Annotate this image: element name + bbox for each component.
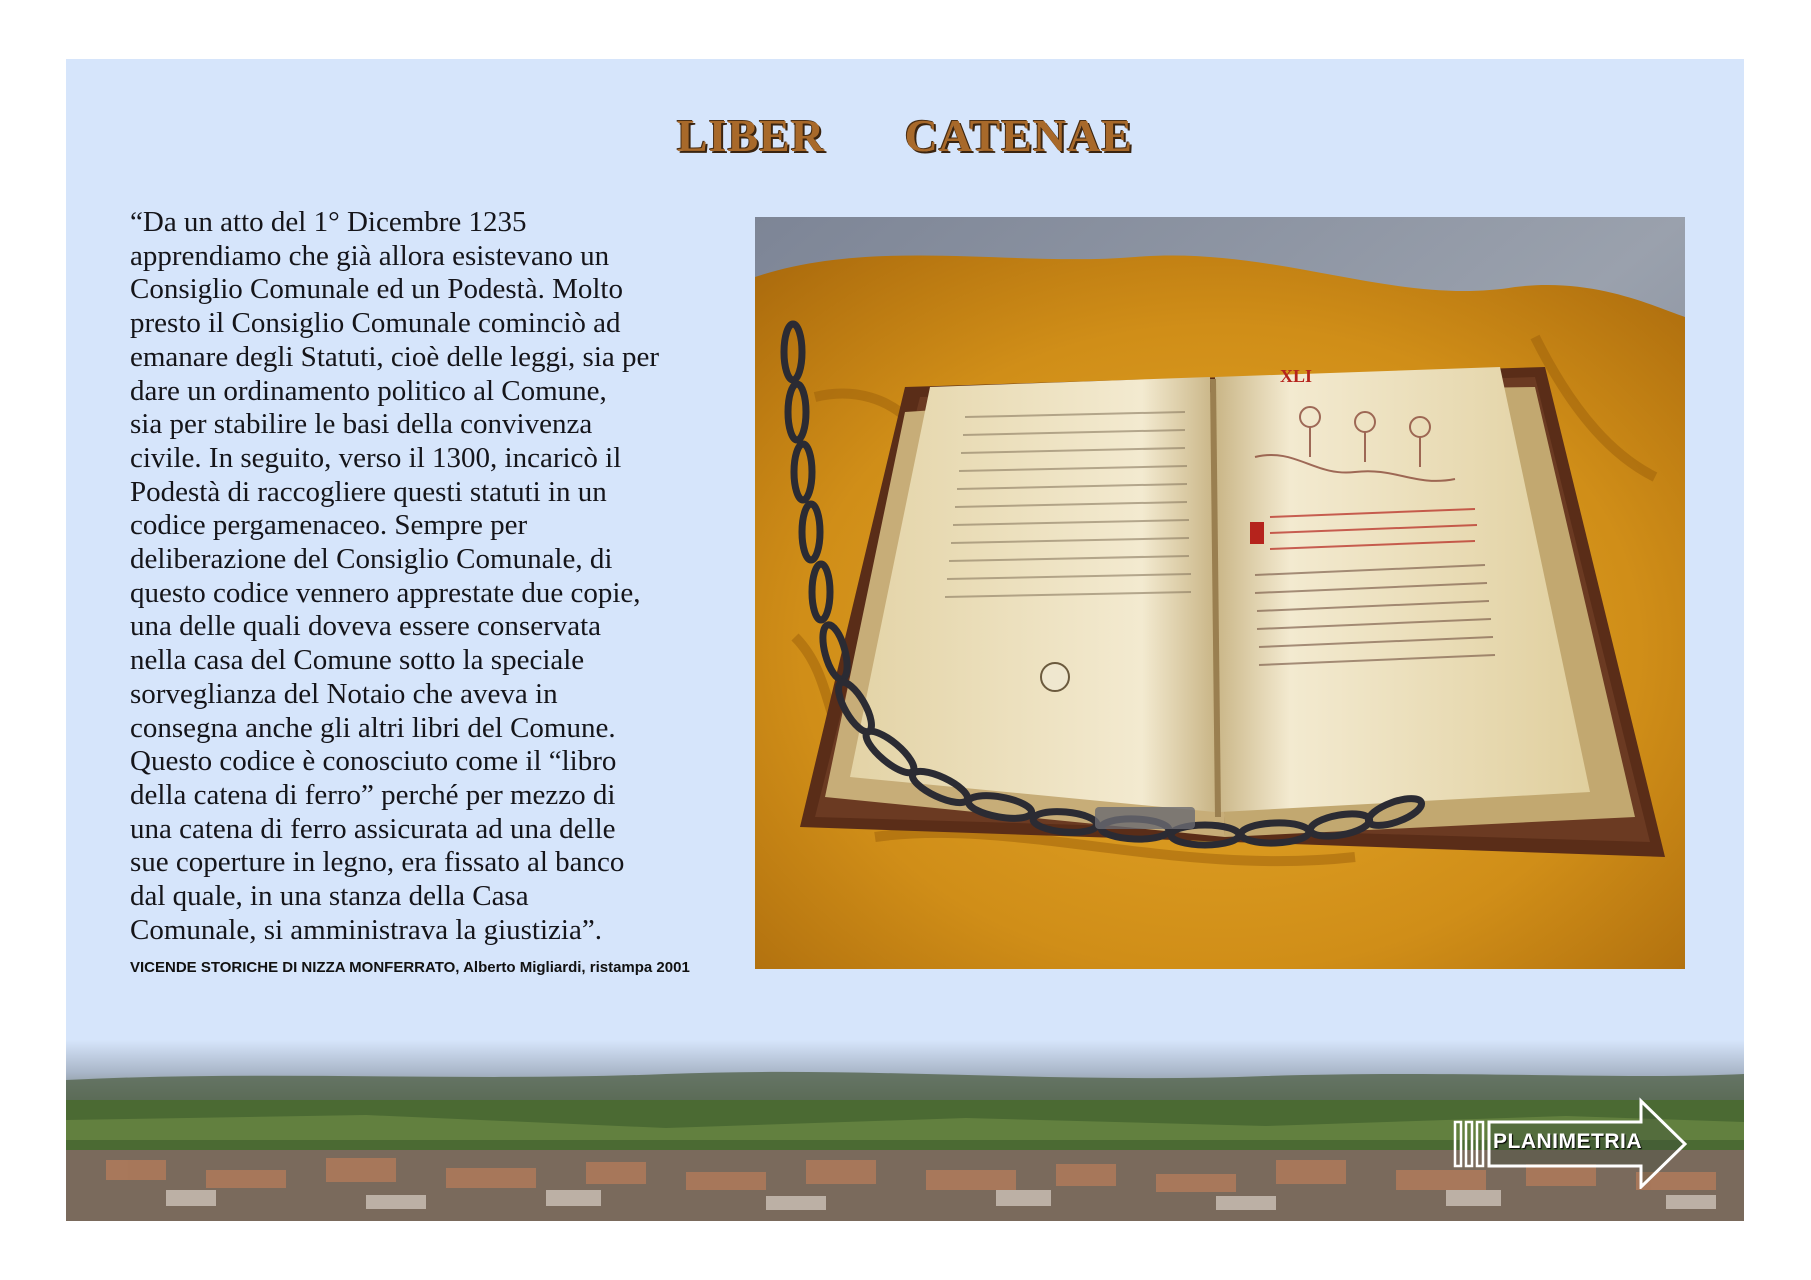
chained-book-photo [755,217,1685,969]
next-planimetria-button[interactable] [1453,1097,1693,1189]
page-title: LIBER CATENAE [676,110,1134,161]
citation: VICENDE STORICHE DI NIZZA MONFERRATO, Alberto Migliardi, ristampa 2001 [130,959,690,976]
svg-text:XLI: XLI [1280,366,1313,386]
historical-text: “Da un atto del 1° Dicembre 1235 apprendiamo che già allora esistevano un Consiglio Comunale ed un Podestà. Molto presto il Consiglio Comunale cominciò ad emanare degli Statuti, cioè delle leggi, sia per dare un ordinamento politico al Comune, sia per stabilire le basi della convivenza civile. In seguito, verso il 1300, incaricò il Podestà di raccogliere questi statuti in un codice pergamenaceo. Sempre per deliberazione del Consiglio Comunale, di questo codice vennero apprestate due copie, una delle quali doveva essere conservata nella casa del Comune sotto la speciale sorveglianza del Notaio che aveva in consegna anche gli altri libri del Comune. Questo codice è conosciuto come il “libro della catena di ferro” perché per mezzo di una catena di ferro assicurata ad una delle sue coperture in legno, era fissato al banco dal quale, in una stanza della Casa Comunale, si amministrava la giustizia”. [130,206,660,946]
next-label: PLANIMETRIA [1493,1130,1642,1153]
content-panel [66,59,1744,1221]
